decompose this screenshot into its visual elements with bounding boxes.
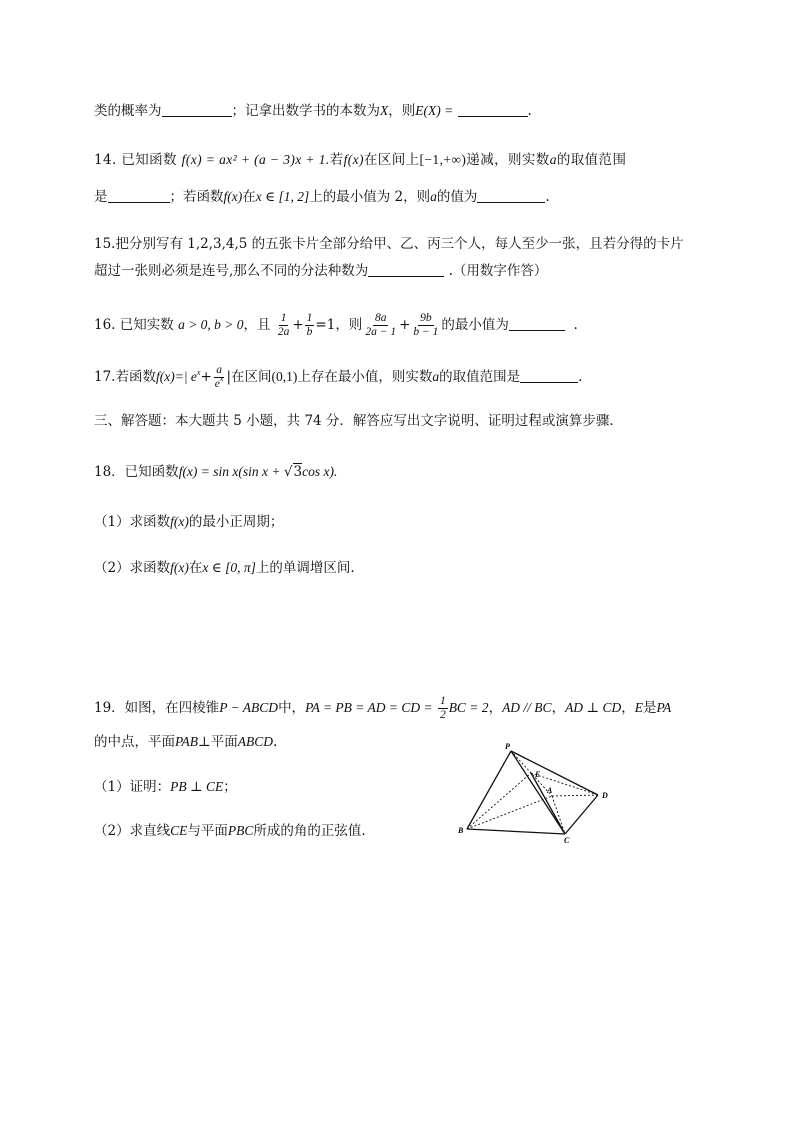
math: f(x) = sin x(sin x + xyxy=(178,464,284,479)
text: 在 xyxy=(242,189,256,205)
fraction: $\frac{1}{2}$ xyxy=(439,695,446,721)
text: ， xyxy=(488,700,503,716)
text: =1 xyxy=(315,317,336,333)
math: ABCD xyxy=(237,734,273,749)
math: PAB xyxy=(175,734,198,749)
answer-blank[interactable] xyxy=(520,368,578,383)
math: PB ⊥ CE xyxy=(170,779,224,794)
text: 的中点，平面 xyxy=(94,734,175,750)
text: 的最小正周期； xyxy=(188,514,284,530)
q16-line xyxy=(94,312,578,339)
math: [−1,+∞) xyxy=(419,152,467,167)
text: 上的单调增区间. xyxy=(255,560,355,576)
q14-line2 xyxy=(94,187,550,207)
text: 15.把分别写有 1,2,3,4,5 的五张卡片全部分给甲、乙、丙三个人，每人至少一张，且若分得的卡片 xyxy=(94,236,684,252)
segment-be xyxy=(467,773,531,829)
edge-ad xyxy=(552,795,598,796)
edge-cd xyxy=(565,795,598,834)
math: CE xyxy=(170,823,188,838)
math: E xyxy=(634,700,644,715)
label-p: P xyxy=(505,742,510,751)
math: f(x) xyxy=(343,152,364,167)
sqrt-symbol: √ xyxy=(283,464,293,480)
math: X xyxy=(380,103,389,118)
text: ， xyxy=(621,700,635,716)
q18-line xyxy=(94,462,337,482)
edge-pc xyxy=(511,751,565,834)
question-number: 18．已知函数 xyxy=(94,464,179,480)
section-heading xyxy=(94,411,623,431)
q19-line1 xyxy=(94,695,671,722)
q19-part2 xyxy=(94,821,366,841)
text: 上的最小值为 2，则 xyxy=(309,189,431,205)
math: 3 xyxy=(293,464,303,480)
edge-pb xyxy=(467,751,511,829)
label-b: B xyxy=(458,826,464,835)
answer-blank[interactable] xyxy=(162,102,232,117)
edge-ba xyxy=(467,796,552,829)
math: cos x). xyxy=(302,464,338,479)
math: a xyxy=(432,369,440,384)
text: | xyxy=(226,369,232,385)
text: 的取值范围是 xyxy=(439,369,521,385)
text: . xyxy=(545,189,550,205)
text: （1）求函数 xyxy=(94,514,171,530)
text: 所成的角的正弦值. xyxy=(253,823,366,839)
text: ，则 xyxy=(388,103,416,119)
answer-blank[interactable] xyxy=(368,262,444,277)
text: ⊥平面 xyxy=(198,734,238,750)
text: 在 xyxy=(188,560,203,576)
math: PA xyxy=(656,700,672,715)
text: 超过一张则必须是连号,那么不同的分法种数为 xyxy=(94,263,369,279)
fraction: $\frac{1}{2a}$ xyxy=(277,312,290,338)
pyramid-figure xyxy=(455,740,625,845)
text: ，则 xyxy=(335,317,363,333)
text: （2）求直线 xyxy=(94,823,171,839)
text: 三、解答题：本大题共 5 小题，共 74 分．解答应写出文字说明、证明过程或演算步骤． xyxy=(94,413,623,429)
top-line xyxy=(94,101,532,121)
math: P − ABCD xyxy=(219,700,279,715)
text: . xyxy=(573,317,578,333)
text: . xyxy=(527,103,532,119)
answer-blank[interactable] xyxy=(477,188,545,203)
text: + xyxy=(292,317,304,333)
text: 在区间上 xyxy=(363,152,420,168)
text: + xyxy=(399,317,411,333)
text: ；记拿出数学书的本数为 xyxy=(231,103,380,119)
label-d: D xyxy=(602,791,608,800)
text: ，且 xyxy=(243,317,271,333)
math: f(x) xyxy=(170,514,189,529)
text: 是 xyxy=(643,700,657,716)
q19-line2 xyxy=(94,732,277,752)
q15-line1 xyxy=(94,234,684,254)
math: PA = PB = AD = CD = xyxy=(305,700,433,715)
answer-blank[interactable] xyxy=(108,188,170,203)
text: 与平面 xyxy=(187,823,228,839)
text: 递减，则实数 xyxy=(466,152,550,168)
math: AD ⊥ CD xyxy=(565,700,622,715)
math: PBC xyxy=(227,823,254,838)
text: 的最小值为 xyxy=(441,317,509,333)
text: 是 xyxy=(94,189,108,205)
q17-line xyxy=(94,364,582,391)
text: 的值为 xyxy=(436,189,478,205)
hidden-edges xyxy=(467,751,598,834)
math: AD // BC xyxy=(502,700,552,715)
math: a > 0, b > 0 xyxy=(178,317,244,332)
math: (0,1) xyxy=(271,369,298,384)
math: x ∈ [0, π] xyxy=(202,560,256,575)
q18-part1 xyxy=(94,512,283,532)
fraction: $\frac{9b}{b - 1}$ xyxy=(413,312,439,338)
math: E(X) = xyxy=(415,103,454,118)
edge-pd xyxy=(511,751,598,795)
text: . xyxy=(272,734,278,750)
math: f(x) = ax² + (a − 3)x + 1. xyxy=(181,152,330,167)
math: a xyxy=(430,189,437,204)
math: f(x)=| e xyxy=(155,369,197,384)
question-number: 19．如图，在四棱锥 xyxy=(94,700,220,716)
fraction: $\frac{8a}{2a - 1}$ xyxy=(365,312,397,338)
text: 的取值范围 xyxy=(556,152,627,168)
answer-blank[interactable] xyxy=(458,102,528,117)
text: . xyxy=(578,369,583,385)
fraction: $\frac{1}{b}$ xyxy=(306,312,313,338)
text: .（用数字作答） xyxy=(444,263,548,279)
q19-part1 xyxy=(94,777,237,797)
label-a: A xyxy=(547,786,553,795)
text: （1）证明： xyxy=(94,779,171,795)
text: ， xyxy=(551,700,566,716)
text: ；若函数 xyxy=(169,189,224,205)
question-number: 16. 已知实数 xyxy=(94,317,174,333)
edge-bc xyxy=(467,829,565,834)
text: ； xyxy=(223,779,237,795)
math: x xyxy=(196,368,201,377)
q14-line1 xyxy=(94,150,626,170)
text: 若 xyxy=(329,152,344,168)
math: a xyxy=(549,152,557,167)
math: f(x) xyxy=(170,560,189,575)
question-number: 17.若函数 xyxy=(94,369,156,385)
answer-blank[interactable] xyxy=(509,316,565,331)
math: x ∈ [1, 2] xyxy=(255,189,310,204)
question-number: 14. 已知函数 xyxy=(94,152,177,168)
text: 类的概率为 xyxy=(94,103,162,119)
segment-ce xyxy=(531,773,565,834)
text: 中， xyxy=(278,700,306,716)
fraction: $\frac{a}{e^x}$ xyxy=(214,364,224,390)
text: 在区间 xyxy=(231,369,272,385)
q15-line2 xyxy=(94,261,547,281)
text: 上存在最小值，则实数 xyxy=(297,369,433,385)
math: f(x) xyxy=(223,189,243,204)
math: BC = 2 xyxy=(448,700,489,715)
label-e: E xyxy=(535,770,541,779)
text: （2）求函数 xyxy=(94,560,171,576)
q18-part2 xyxy=(94,558,355,578)
text: + xyxy=(200,369,212,385)
label-c: C xyxy=(564,836,570,845)
